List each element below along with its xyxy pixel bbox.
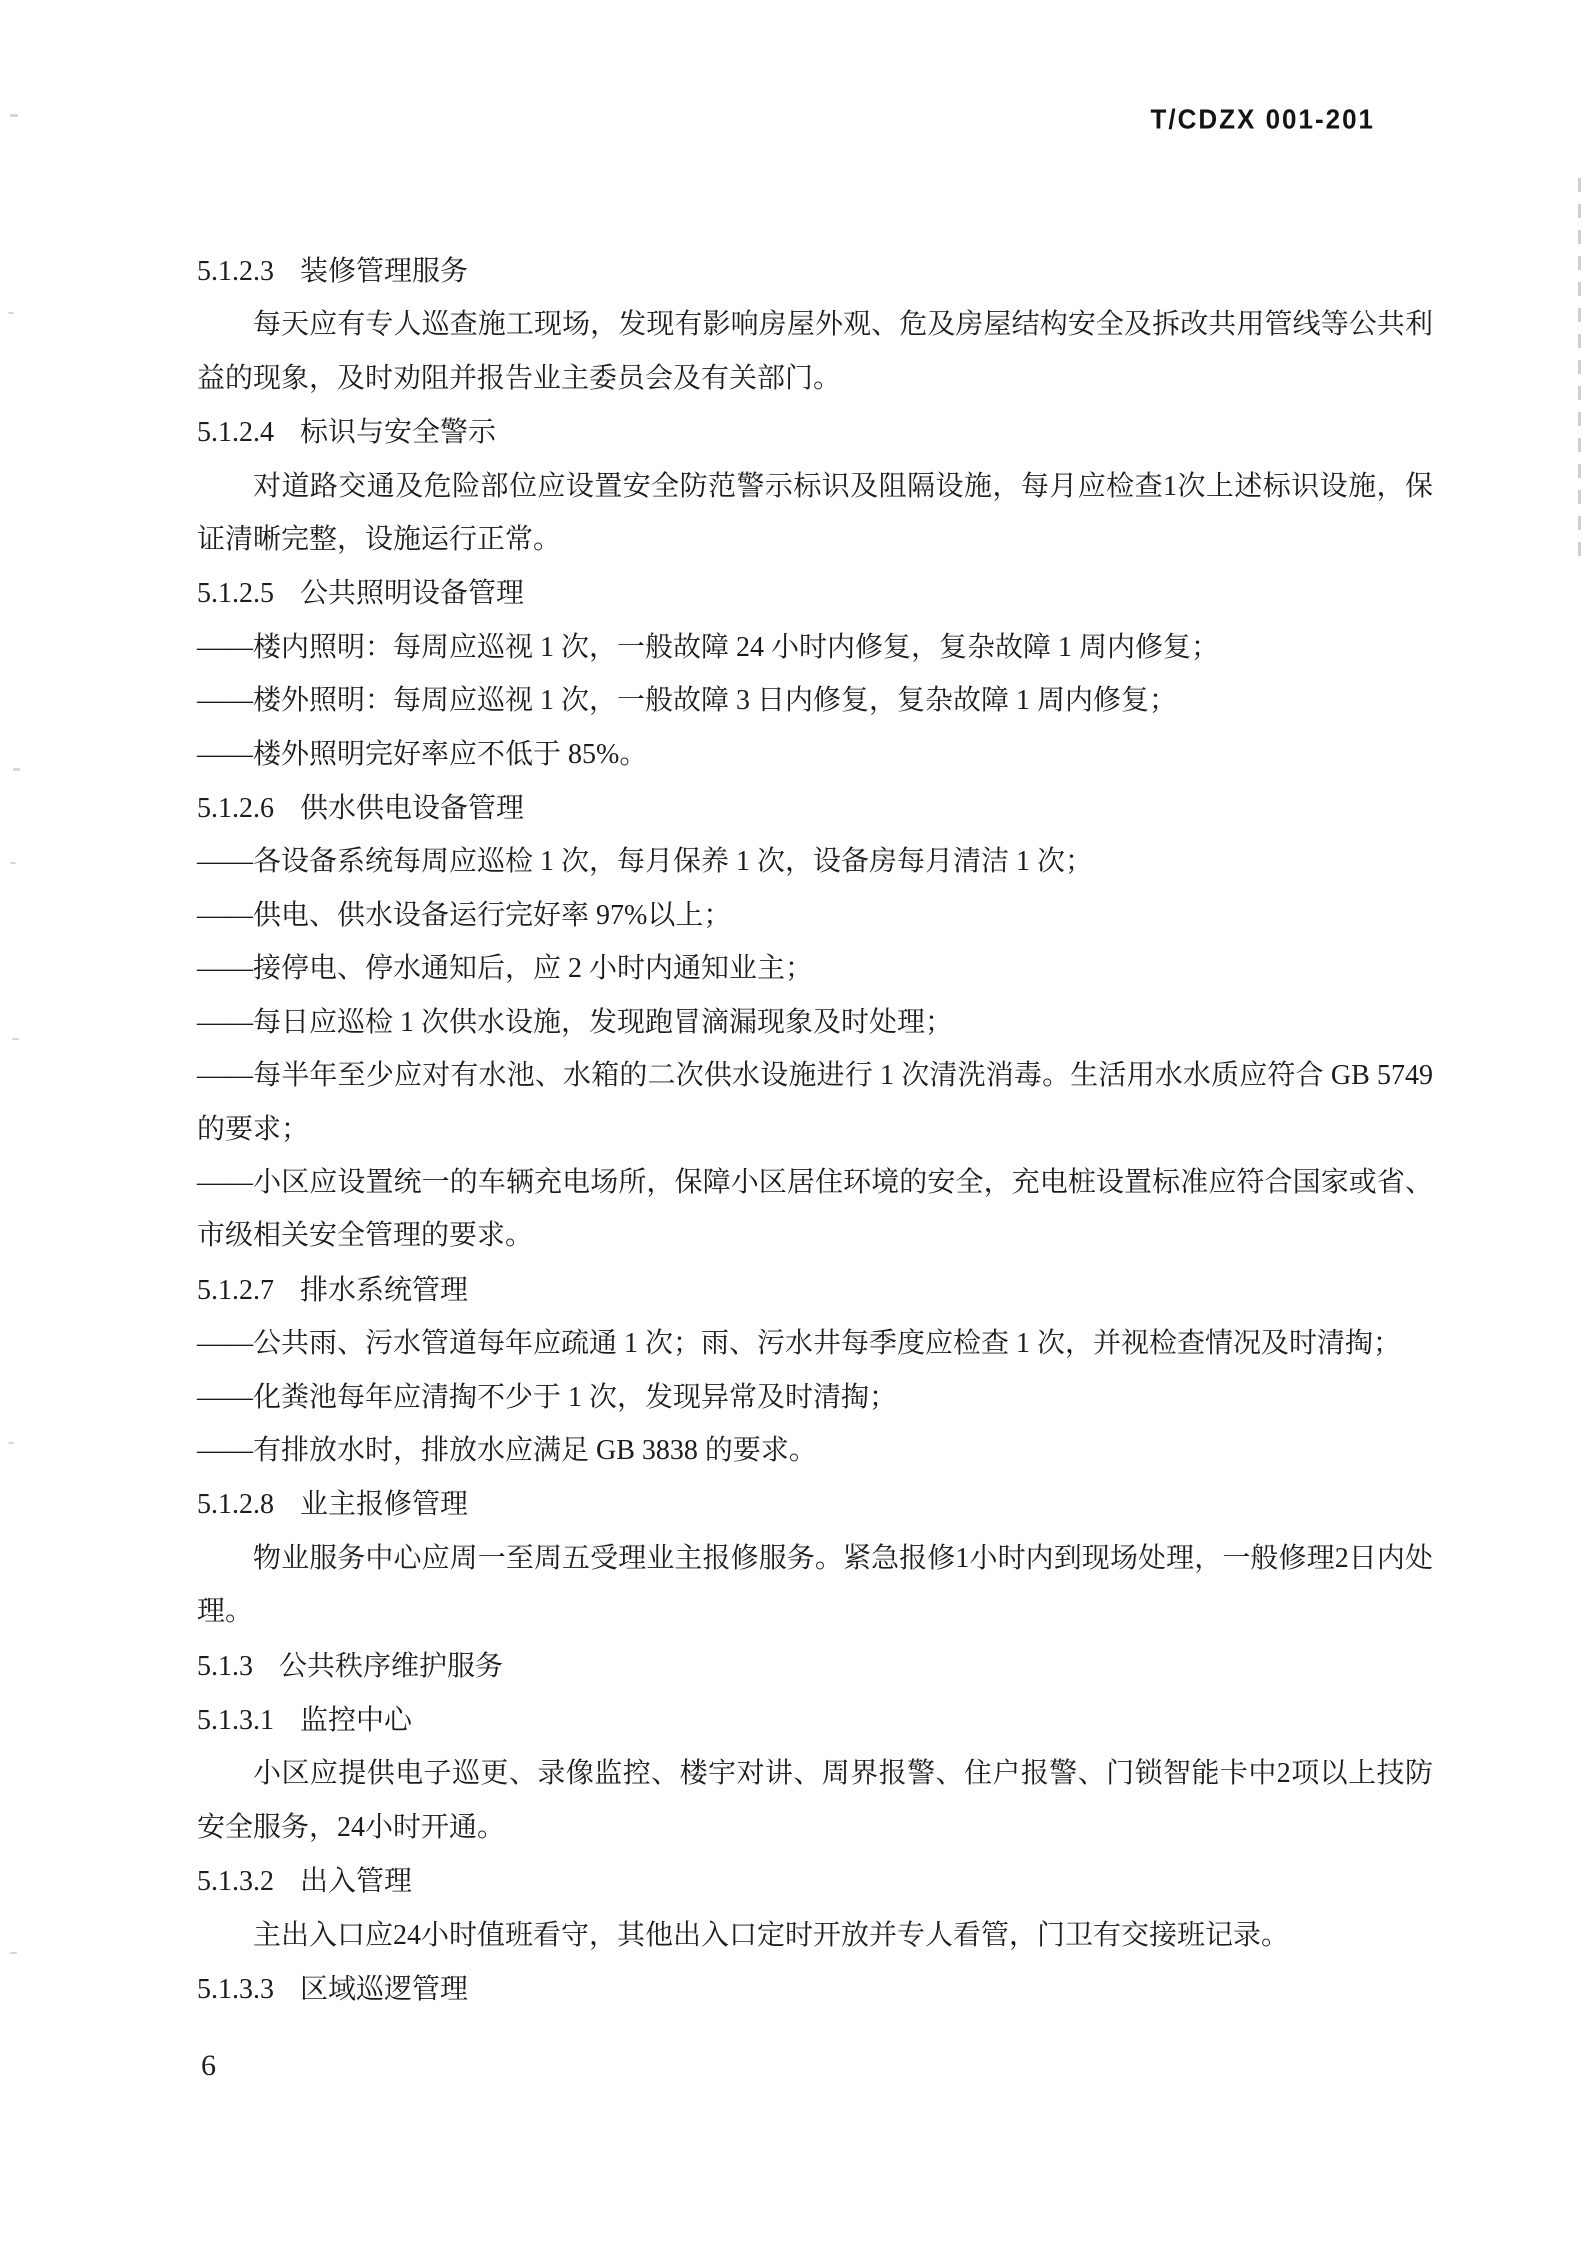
section-heading — [197, 1639, 1433, 1693]
scan-edge-artifact — [1578, 178, 1581, 568]
clause-title: 供水供电设备管理 — [300, 792, 525, 824]
dash-list-item: ——楼外照明：每周应巡视 1 次，一般故障 3 日内修复，复杂故障 1 周内修复； — [197, 685, 1178, 717]
clause-title: 公共照明设备管理 — [300, 577, 525, 609]
scan-artifact — [8, 312, 14, 314]
section-heading — [197, 1854, 1433, 1908]
scan-artifact — [10, 114, 18, 117]
paragraph: 对道路交通及危险部位应设置安全防范警示标识及阻隔设施，每月应检查1次上述标识设施，保证清晰完整，设施运行正常。 — [197, 470, 1433, 556]
section-heading — [197, 405, 1433, 459]
clause-title: 公共秩序维护服务 — [279, 1649, 504, 1681]
section-heading — [197, 1477, 1433, 1531]
dash-list-item: ——供电、供水设备运行完好率 97%以上； — [197, 899, 732, 931]
clause-number: 5.1.2.4 — [197, 417, 274, 449]
dash-list-item: ——每日应巡检 1 次供水设施，发现跑冒滴漏现象及时处理； — [197, 1006, 954, 1038]
dash-list-item: ——公共雨、污水管道每年应疏通 1 次；雨、污水井每季度应检查 1 次，并视检查情况及时清掏； — [197, 1328, 1402, 1360]
page-number: 6 — [201, 2049, 216, 2082]
dash-list-item: ——有排放水时，排放水应满足 GB 3838 的要求。 — [197, 1434, 817, 1466]
dash-list-item: ——小区应设置统一的车辆充电场所，保障小区居住环境的安全，充电桩设置标准应符合国家或省、市级相关安全管理的要求。 — [197, 1166, 1433, 1252]
scan-artifact — [10, 1952, 17, 1954]
clause-title: 标识与安全警示 — [300, 416, 497, 448]
dash-list-item: ——化粪池每年应清掏不少于 1 次，发现异常及时清掏； — [197, 1381, 898, 1413]
dash-list-item: ——每半年至少应对有水池、水箱的二次供水设施进行 1 次清洗消毒。生活用水水质应符合 GB 5749 的要求； — [197, 1060, 1433, 1145]
paragraph: 主出入口应24小时值班看守，其他出入口定时开放并专人看管，门卫有交接班记录。 — [253, 1919, 1290, 1951]
section-heading — [197, 1693, 1433, 1747]
scan-artifact — [13, 768, 20, 771]
scan-artifact — [10, 862, 16, 864]
section-heading — [197, 566, 1433, 620]
clause-title: 排水系统管理 — [300, 1273, 469, 1305]
document-body — [197, 244, 1433, 2016]
paragraph: 物业服务中心应周一至周五受理业主报修服务。紧急报修1小时内到现场处理，一般修理2日内处理。 — [197, 1542, 1433, 1628]
clause-title: 出入管理 — [300, 1865, 413, 1897]
clause-title: 装修管理服务 — [300, 255, 469, 286]
clause-number: 5.1.3.1 — [197, 1704, 274, 1736]
clause-number: 5.1.2.5 — [197, 578, 274, 610]
scan-artifact — [8, 1442, 14, 1444]
clause-title: 监控中心 — [300, 1703, 413, 1735]
dash-list-item: ——各设备系统每周应巡检 1 次，每月保养 1 次，设备房每月清洁 1 次； — [197, 846, 1094, 878]
clause-number: 5.1.2.3 — [197, 256, 274, 287]
section-heading — [197, 244, 1433, 298]
dash-list-item: ——楼外照明完好率应不低于 85%。 — [197, 738, 648, 770]
clause-number: 5.1.3.3 — [197, 1974, 274, 2005]
section-heading — [197, 781, 1433, 835]
clause-title: 区域巡逻管理 — [300, 1973, 469, 2004]
clause-number: 5.1.3.2 — [197, 1866, 274, 1898]
standard-code-header: T/CDZX 001-201 — [1150, 102, 1375, 136]
dash-list-item: ——楼内照明：每周应巡视 1 次，一般故障 24 小时内修复，复杂故障 1 周内修复； — [197, 631, 1220, 663]
paragraph: 小区应提供电子巡更、录像监控、楼宇对讲、周界报警、住户报警、门锁智能卡中2项以上技防安全服务，24小时开通。 — [197, 1758, 1433, 1843]
clause-number: 5.1.2.8 — [197, 1489, 274, 1521]
clause-title: 业主报修管理 — [300, 1488, 469, 1520]
clause-number: 5.1.3 — [197, 1650, 253, 1682]
dash-list-item: ——接停电、停水通知后，应 2 小时内通知业主； — [197, 953, 814, 985]
section-heading — [197, 1962, 1433, 2016]
scan-artifact — [12, 1038, 19, 1040]
clause-number: 5.1.2.7 — [197, 1274, 274, 1306]
paragraph: 每天应有专人巡查施工现场，发现有影响房屋外观、危及房屋结构安全及拆改共用管线等公共利益的现象，及时劝阻并报告业主委员会及有关部门。 — [197, 309, 1433, 394]
clause-number: 5.1.2.6 — [197, 793, 274, 825]
section-heading — [197, 1263, 1433, 1317]
